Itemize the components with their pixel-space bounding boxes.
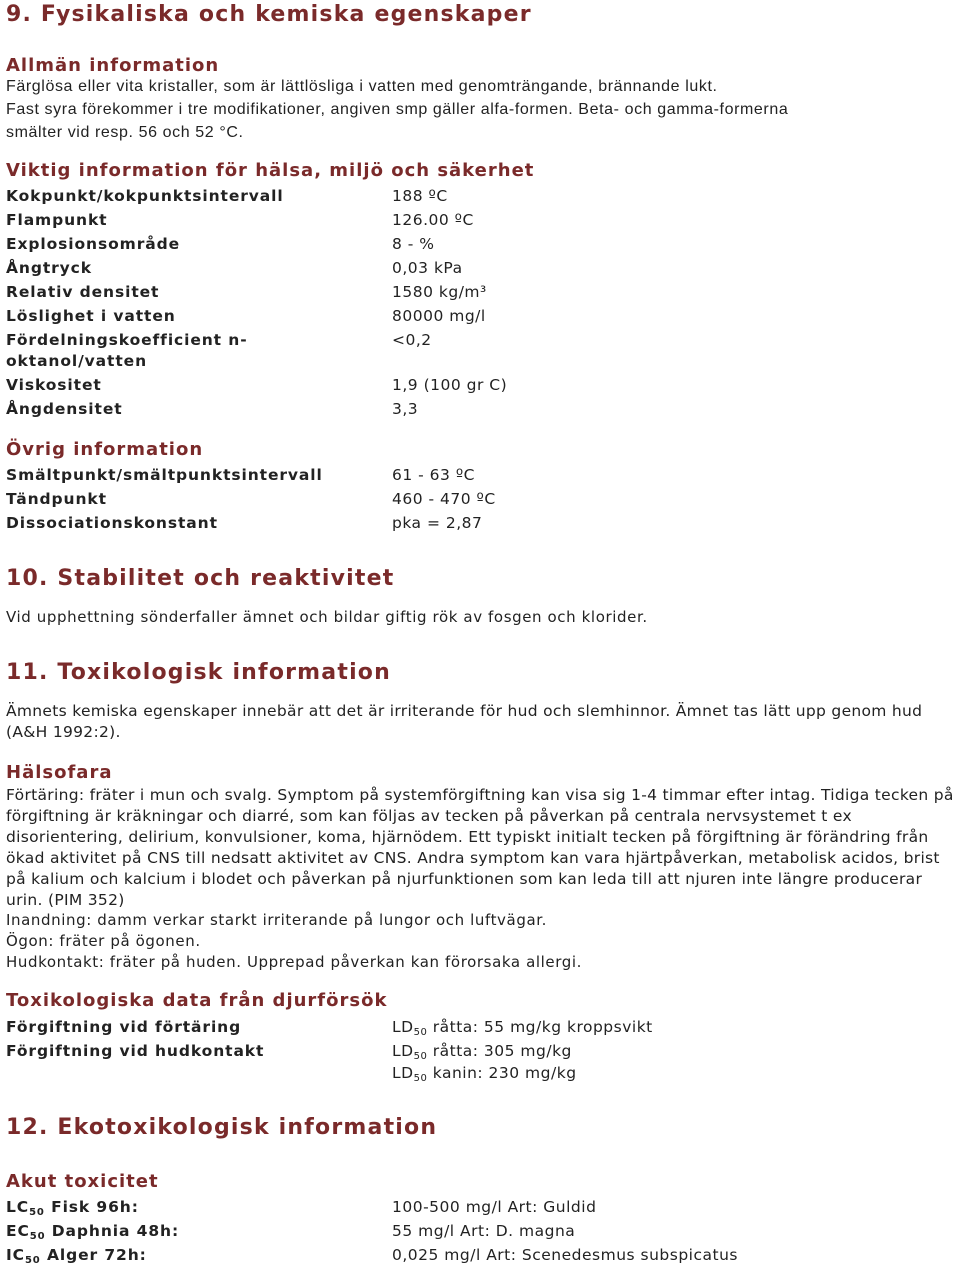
section-11-heading: 11. Toxikologisk information bbox=[6, 660, 391, 685]
acute-toxicity-value: 0,025 mg/l Art: Scenedesmus subspicatus bbox=[392, 1246, 738, 1264]
property-value: 0,03 kPa bbox=[392, 259, 463, 277]
property-value: 460 - 470 ºC bbox=[392, 490, 496, 508]
property-label: Relativ densitet bbox=[6, 283, 160, 301]
property-label-continued: oktanol/vatten bbox=[6, 352, 148, 370]
section-12-heading: 12. Ekotoxikologisk information bbox=[6, 1115, 438, 1140]
general-info-line: Färglösa eller vita kristaller, som är lättlösliga i vatten med genomträngande, brännande lukt. bbox=[6, 78, 718, 95]
animal-data-heading: Toxikologiska data från djurförsök bbox=[6, 990, 388, 1011]
property-label: Flampunkt bbox=[6, 211, 108, 229]
property-value: 61 - 63 ºC bbox=[392, 466, 475, 484]
section-10-heading: 10. Stabilitet och reaktivitet bbox=[6, 566, 395, 591]
acute-toxicity-value: 100-500 mg/l Art: Guldid bbox=[392, 1198, 597, 1216]
property-value: 126.00 ºC bbox=[392, 211, 474, 229]
property-label: Tändpunkt bbox=[6, 490, 107, 508]
health-hazard-line: Ögon: fräter på ögonen. bbox=[6, 932, 201, 950]
property-value: <0,2 bbox=[392, 331, 432, 349]
animal-data-value: LD50 råtta: 305 mg/kg bbox=[392, 1042, 572, 1062]
acute-toxicity-heading: Akut toxicitet bbox=[6, 1171, 159, 1192]
health-hazard-line: Hudkontakt: fräter på huden. Upprepad påverkan kan förorsaka allergi. bbox=[6, 953, 582, 971]
health-hazard-line: Inandning: damm verkar starkt irriterande på lungor och luftvägar. bbox=[6, 911, 548, 929]
other-info-heading: Övrig information bbox=[6, 439, 204, 460]
property-label: Explosionsområde bbox=[6, 235, 181, 253]
property-value: 8 - % bbox=[392, 235, 435, 253]
section-9-heading: 9. Fysikaliska och kemiska egenskaper bbox=[6, 2, 532, 27]
property-value: 1,9 (100 gr C) bbox=[392, 376, 508, 394]
acute-toxicity-value: 55 mg/l Art: D. magna bbox=[392, 1222, 576, 1240]
health-hazard-heading: Hälsofara bbox=[6, 762, 113, 783]
property-value: 80000 mg/l bbox=[392, 307, 486, 325]
property-value: 1580 kg/m³ bbox=[392, 283, 487, 301]
animal-data-value: LD50 råtta: 55 mg/kg kroppsvikt bbox=[392, 1018, 653, 1038]
stability-text: Vid upphettning sönderfaller ämnet och bildar giftig rök av fosgen och klorider. bbox=[6, 608, 648, 626]
acute-toxicity-label: EC50 Daphnia 48h: bbox=[6, 1222, 180, 1242]
animal-data-label: Förgiftning vid förtäring bbox=[6, 1018, 242, 1036]
toxicology-intro: Ämnets kemiska egenskaper innebär att det är irriterande för hud och slemhinnor. Ämnet tas lätt upp genom hud (A&H 1992:2). bbox=[6, 702, 923, 741]
health-info-heading: Viktig information för hälsa, miljö och säkerhet bbox=[6, 160, 535, 181]
property-label: Löslighet i vatten bbox=[6, 307, 176, 325]
property-label: Kokpunkt/kokpunktsintervall bbox=[6, 187, 284, 205]
property-value: 3,3 bbox=[392, 400, 419, 418]
general-info-line: Fast syra förekommer i tre modifikationer, angiven smp gäller alfa-formen. Beta- och gamma-formerna bbox=[6, 101, 789, 118]
property-label: Ångtryck bbox=[6, 259, 92, 277]
acute-toxicity-label: LC50 Fisk 96h: bbox=[6, 1198, 139, 1218]
property-label: Viskositet bbox=[6, 376, 102, 394]
health-hazard-text: Förtäring: fräter i mun och svalg. Symptom på systemförgiftning kan visa sig 1-4 timmar efter intag. Tidiga tecken på förgiftning är kräkningar och diarré, som kan följas av tecken på påverkan på centrala nervsystemet t ex disorientering, delirium, konvulsioner, koma, hjärnödem. Ett typiskt initialt tecken på förgiftning är förändring från ökad aktivitet på CNS till nedsatt aktivitet av CNS. Andra symptom kan vara hjärtpåverkan, metabolisk acidos, brist på kalium och kalcium i blodet och påverkan på njurfunktionen som kan leda till att njuren inte längre producerar urin. (PIM 352) bbox=[6, 786, 954, 909]
property-value: pka = 2,87 bbox=[392, 514, 483, 532]
property-label: Smältpunkt/smältpunktsintervall bbox=[6, 466, 323, 484]
property-label: Dissociationskonstant bbox=[6, 514, 218, 532]
property-label: Ångdensitet bbox=[6, 400, 123, 418]
general-info-heading: Allmän information bbox=[6, 55, 220, 76]
property-value: 188 ºC bbox=[392, 187, 448, 205]
property-label: Fördelningskoefficient n- bbox=[6, 331, 248, 349]
animal-data-value: LD50 kanin: 230 mg/kg bbox=[392, 1064, 577, 1084]
animal-data-label: Förgiftning vid hudkontakt bbox=[6, 1042, 265, 1060]
general-info-line: smälter vid resp. 56 och 52 °C. bbox=[6, 124, 244, 141]
acute-toxicity-label: IC50 Alger 72h: bbox=[6, 1246, 147, 1266]
